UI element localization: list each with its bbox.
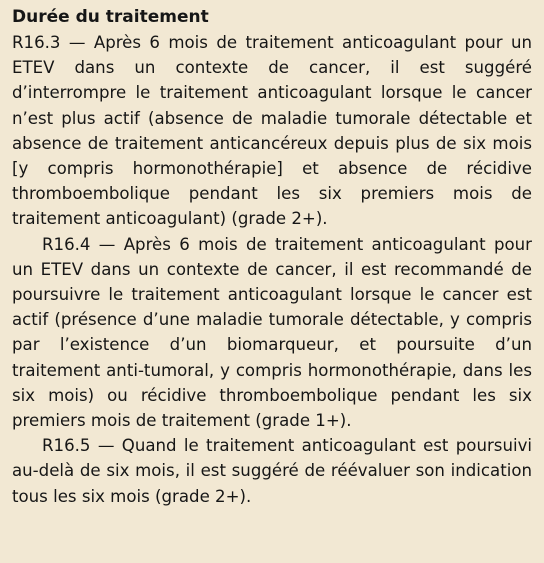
section-title: Durée du traitement (12, 7, 209, 27)
recommendation-r16-3: R16.3 — Après 6 mois de traitement anticoagulant pour un ETEV dans un contexte de cancer, il est suggéré d’interrompre le traitement anticoagulant lorsque le cancer n’est plus actif (absence de maladie tumorale détectable et absence de traitement anticancéreux depuis plus de six mois [y compris hormonothérapie] et absence de récidive thromboembolique pendant les six premiers mois de traitement anticoagulant) (grade 2+). (12, 33, 532, 229)
recommendation-r16-4: R16.4 — Après 6 mois de traitement anticoagulant pour un ETEV dans un contexte de cancer, il est recommandé de poursuivre le traitement anticoagulant lorsque le cancer est actif (présence d’une maladie tumorale détectable, y compris par l’existence d’un biomarqueur, et poursuite d’un traitement anti-tumoral, y compris hormonothérapie, dans les six mois) ou récidive thromboembolique pendant les six premiers mois de traitement (grade 1+). (12, 234, 532, 431)
recommendation-r16-5: R16.5 — Quand le traitement anticoagulant est poursuivi au-delà de six mois, il est suggéré de réévaluer son indication tous les six mois (grade 2+). (12, 436, 532, 506)
